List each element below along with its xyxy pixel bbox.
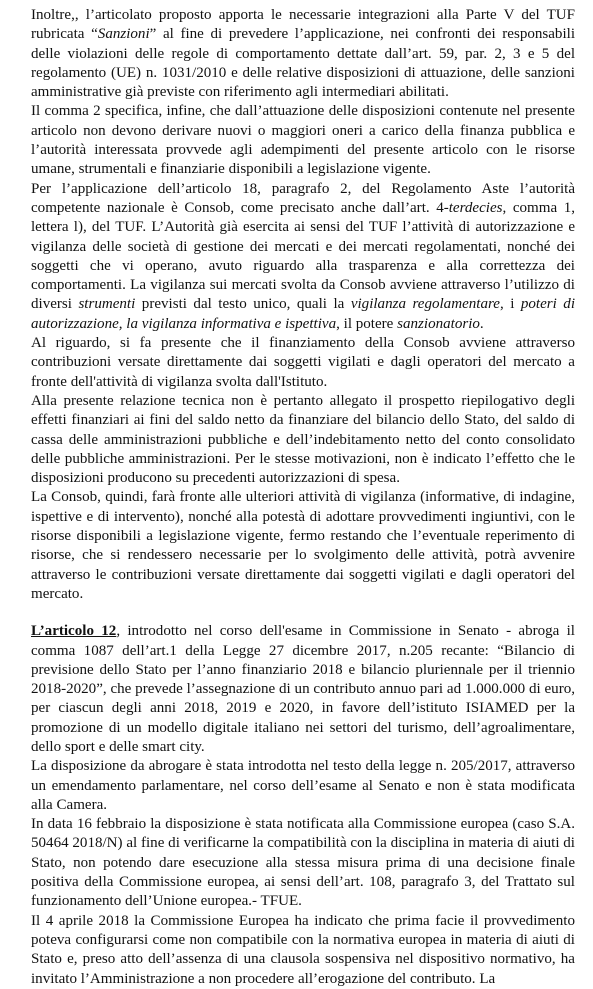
emphasis-text: strumenti — [78, 296, 136, 313]
paragraph-text: Per l’applicazione dell’articolo 18, paragrafo 2, del Regolamento Aste l’autorità competente nazionale è Consob, come precisato anche dall’art. 4- — [31, 180, 575, 216]
paragraph-text: , introdotto nel corso dell'esame in Commissione in Senato - abroga il comma 1087 dell’art.1 della Legge 27 dicembre 2017, n.205 recante: “Bilancio di previsione dello Stato per l’anno finanziario 2018 e bilancio pluriennale per il triennio 2018-2020”, che prevede l’assegnazione di un contributo annuo pari ad 1.000.000 di euro, per ciascun degli anni 2018, 2019 e 2020, in favore dell’istituto ISIAMED per la promozione di un modello digitale italiano nei settori del turismo, dell’agroalimentare, dello sport e delle smart city. — [31, 623, 575, 755]
paragraph-text: previsti dal testo unico, quali la — [135, 296, 351, 313]
paragraph-text: Alla presente relazione tecnica non è pertanto allegato il prospetto riepilogativo degli effetti finanziari ai fini del saldo netto da finanziare del bilancio dello Stato, del saldo di cassa delle amministrazioni pubbliche e dell’indebitamento netto del conto consolidato delle pubbliche amministrazioni. Per le stesse motivazioni, non è indicato l’effetto che le disposizioni producono su precedenti autorizzazioni di spesa. — [31, 392, 575, 487]
paragraph-text: Il comma 2 specifica, infine, che dall’attuazione delle disposizioni contenute nel presente articolo non devono derivare nuovi o maggiori oneri a carico della finanza pubblica e l’autorità interessata provvede agli adempimenti del presente articolo con le risorse umane, strumentali e finanziarie disponibili a legislazione vigente. — [31, 103, 575, 178]
body-paragraph — [31, 488, 575, 604]
paragraph-text: , il potere — [336, 315, 398, 332]
body-paragraph — [31, 6, 575, 102]
body-paragraph — [31, 334, 575, 392]
body-paragraph — [31, 180, 575, 334]
paragraph-text: La Consob, quindi, farà fronte alle ulteriori attività di vigilanza (informative, di indagine, ispettive e di intervento), nonché alla potestà di adottare provvedimenti ingiuntivi, con le risorse disponibili a legislazione vigente, fermo restando che l’eventuale reperimento di risorse, che si rendessero necessarie per lo svolgimento delle attività, potrà avvenire attraverso le contribuzioni versate direttamente dai soggetti vigilati e dagli operatori del mercato. — [31, 489, 575, 602]
paragraph-text: ” al fine di prevedere l’applicazione, nei confronti dei responsabili delle violazioni delle regole di comportamento dettate dall’art. 59, par. 2, 3 e 5 del regolamento (UE) n. 1031/2010 e delle relative disposizioni di attuazione, delle sanzioni amministrative già previste con riferimento agli intermediari abilitati. — [31, 26, 575, 101]
body-paragraph — [31, 815, 575, 911]
emphasis-text: poteri di autorizzazione, la vigilanza informativa e ispettiva — [31, 296, 576, 332]
paragraph-text: Al riguardo, si fa presente che il finanziamento della Consob avviene attraverso contribuzioni versate direttamente dai soggetti vigilati e dagli operatori del mercato a fronte dell'attività di vigilanza svolta dall'Istituto. — [31, 335, 575, 390]
emphasis-text: sanzionatorio — [397, 315, 480, 332]
paragraph-text: . — [479, 315, 484, 332]
paragraph-text: Il 4 aprile 2018 la Commissione Europea ha indicato che prima facie il provvedimento poteva configurarsi come non compatibile con la normativa europea in materia di aiuti di Stato e, preso atto dell’assenza di una clausola sospensiva nel dispositivo normativo, ha invitato l’Amministrazione a non procedere all’erogazione del contributo. La — [31, 912, 575, 987]
paragraph-text: , comma 1, lettera l), del TUF. L’Autorità già esercita ai sensi del TUF l’attività di autorizzazione e vigilanza delle società di gestione dei mercati e dei mercati regolamentati, nonché dei soggetti che vi operano, avuto riguardo alla trasparenza e alla correttezza dei comportamenti. La vigilanza sui mercati svolta da Consob avviene attraverso l’utilizzo di diversi — [31, 199, 576, 313]
body-paragraph — [31, 912, 575, 989]
body-paragraph — [31, 757, 575, 815]
body-paragraph — [31, 102, 575, 179]
paragraph-text: Inoltre,, l’articolato proposto apporta le necessarie integrazioni alla Parte V del TUF rubricata “ — [31, 7, 575, 43]
paragraph-text: In data 16 febbraio la disposizione è stata notificata alla Commissione europea (caso S.A. 50464 2018/N) al fine di verificarne la compatibilità con la disciplina in materia di aiuti di Stato, non potendo dare esecuzione alla stessa misura prima di una decisione finale positiva della Commissione europea, ai sensi dell’art. 108, paragrafo 3, del Trattato sul funzionamento dell’Unione europea.- TFUE. — [31, 816, 575, 910]
emphasis-text: Sanzioni — [97, 26, 150, 43]
emphasis-text: terdecies — [448, 199, 503, 216]
body-paragraph — [31, 392, 575, 488]
emphasis-text: vigilanza regolamentare — [350, 296, 500, 313]
paragraph-text: , i — [499, 296, 521, 313]
paragraph-text: La disposizione da abrogare è stata introdotta nel testo della legge n. 205/2017, attraverso un emendamento parlamentare, nel corso dell’esame al Senato e non è stata modificata alla Camera. — [31, 758, 575, 813]
body-paragraph — [31, 622, 575, 757]
article-heading: L’articolo 12 — [31, 623, 117, 640]
paragraph-spacer — [31, 604, 575, 622]
